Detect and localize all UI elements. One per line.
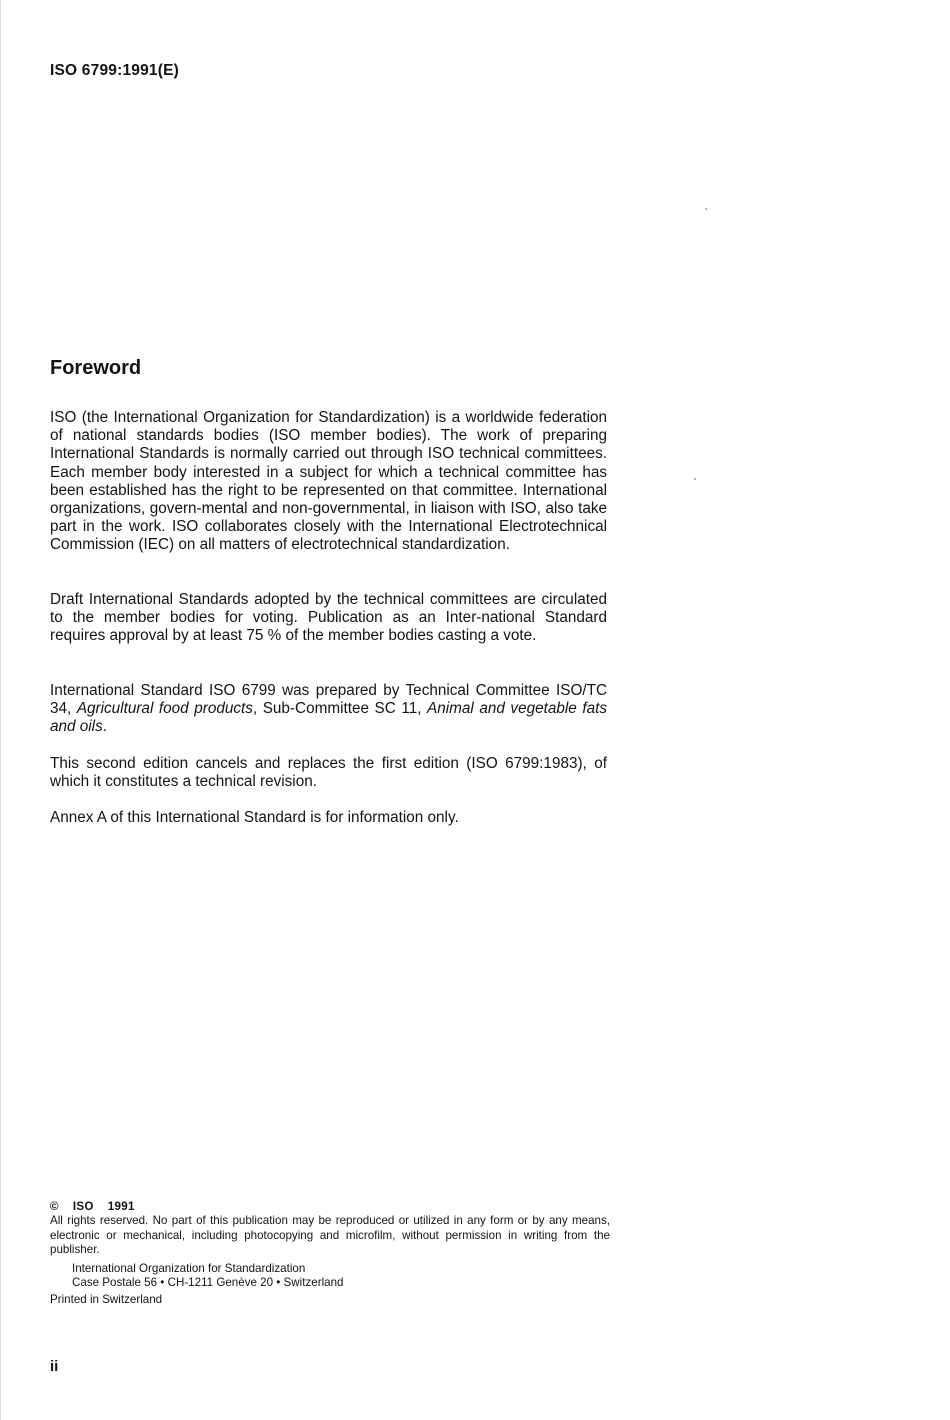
scan-speck (705, 208, 707, 210)
committee-name: Agricultural food products (76, 700, 253, 718)
publisher-postal-address: Case Postale 56 • CH-1211 Genève 20 • Switzerland (72, 1276, 344, 1290)
publisher-name: International Organization for Standardization (72, 1261, 306, 1275)
page-number: ii (50, 1358, 59, 1375)
copyright-year: 1991 (107, 1200, 135, 1213)
foreword-paragraph-prepared-by (50, 682, 607, 737)
subcommittee-name: Animal and vegetable fats and oils (50, 700, 607, 736)
subcommittee-text: , Sub-Committee SC 11, (252, 700, 428, 718)
foreword-paragraph-drafts: Draft International Standards adopted by the technical committees are circulated to the member bodies for voting. Publication as an Inter-national Standard requires approval by at least 75 % of the member bodies casting a vote. (50, 591, 607, 645)
sentence-end: . (102, 718, 107, 736)
copyright-icon: © (50, 1200, 59, 1213)
scan-speck (694, 478, 696, 480)
foreword-paragraph-edition: This second edition cancels and replaces the first edition (ISO 6799:1983), of which it constitutes a technical revision. (50, 755, 607, 791)
publisher-address (72, 1262, 610, 1291)
copyright-owner: ISO (72, 1200, 94, 1213)
copyright-line (50, 1200, 610, 1214)
foreword-title: Foreword (50, 357, 142, 379)
prepared-by-text: International Standard ISO 6799 was prepared by Technical Committee ISO/TC 34, (50, 682, 607, 718)
page-edge (0, 0, 1, 1420)
foreword-paragraph-annex: Annex A of this International Standard is for information only. (50, 809, 459, 826)
copyright-block (50, 1200, 610, 1308)
rights-statement: All rights reserved. No part of this publication may be reproduced or utilized in any form or by any means, electronic or mechanical, including photocopying and microfilm, without permission in writing from the publisher. (50, 1214, 610, 1257)
printed-in: Printed in Switzerland (50, 1293, 163, 1307)
foreword-paragraph-iso: ISO (the International Organization for Standardization) is a worldwide federation of national standards bodies (ISO member bodies). The work of preparing International Standards is normally carried out through ISO technical committees. Each member body interested in a subject for which a technical committee has been established has the right to be represented on that committee. International organizations, govern-mental and non-governmental, in liaison with ISO, also take part in the work. ISO collaborates closely with the International Electrotechnical Commission (IEC) on all matters of electrotechnical standardization. (50, 409, 607, 554)
standard-reference: ISO 6799:1991(E) (50, 62, 179, 79)
